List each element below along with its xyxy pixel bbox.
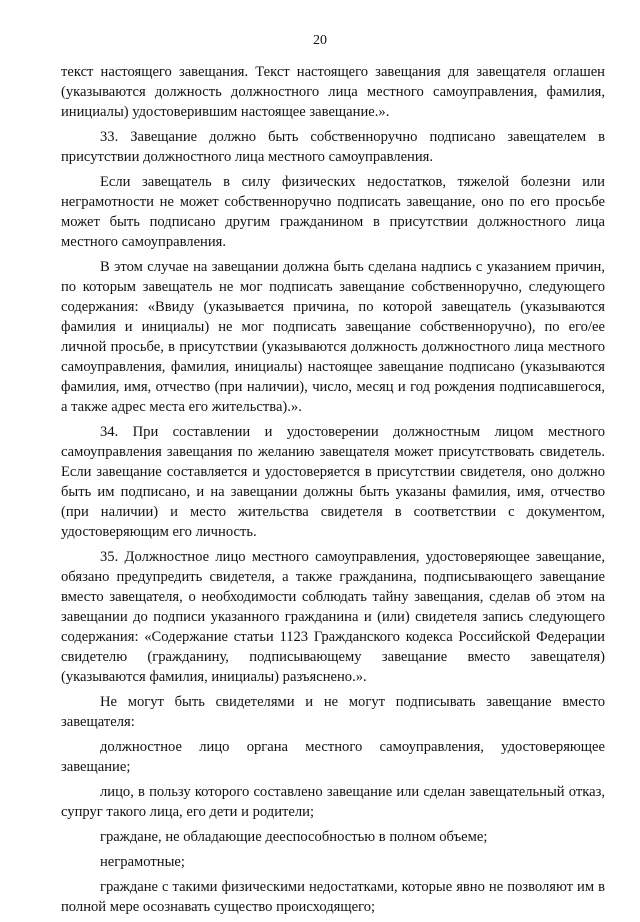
document-body: [61, 62, 605, 922]
paragraph-item-34: 34. При составлении и удостоверении должностным лицом местного самоуправления завещания по желанию завещателя может присутствовать свидетель. Если завещание составляется и удостоверяется в присутствии свидетеля, оно должно быть им подписано, и на завещании должны быть указаны фамилия, имя, отчество (при наличии) и место жительства свидетеля в соответствии с документом, удостоверяющим его личность.: [61, 424, 605, 540]
paragraph-inscription-text: В этом случае на завещании должна быть сделана надпись с указанием причин, по которым завещатель не мог подписать завещание собственноручно, следующего содержания: «Ввиду (указывается причина, по которой завещатель (указываются фамилия и инициалы) не мог подписать завещание собственноручно), по его/ее личной просьбе, в присутствии (указываются должность должностного лица местного самоуправления, фамилия, инициалы) настоящее завещание подписано (указываются фамилия, имя, отчество (при наличии), число, месяц и год рождения подписавшегося, а также адрес места его жительства).».: [61, 259, 605, 415]
paragraph-item-33: 33. Завещание должно быть собственноручно подписано завещателем в присутствии должностного лица местного самоуправления.: [61, 129, 605, 165]
paragraph-witness-restrictions: Не могут быть свидетелями и не могут подписывать завещание вместо завещателя:: [61, 694, 605, 730]
paragraph-item-35: 35. Должностное лицо местного самоуправления, удостоверяющее завещание, обязано предупредить свидетеля, а также гражданина, подписывающего завещание вместо завещателя, о необходимости соблюдать тайну завещания, сделав об этом на завещании до подписи указанного гражданина и (или) свидетеля запись следующего содержания: «Содержание статьи 1123 Гражданского кодекса Российской Федерации свидетелю (гражданину, подписывающему завещание вместо завещателя) (указываются фамилия, инициалы) разъяснено.».: [61, 549, 605, 685]
list-item: граждане, не обладающие дееспособностью в полном объеме;: [100, 829, 488, 845]
page-number: 20: [313, 33, 327, 48]
list-item: лицо, в пользу которого составлено завещание или сделан завещательный отказ, супруг такого лица, его дети и родители;: [61, 784, 605, 820]
paragraph-signature-by-other: Если завещатель в силу физических недостатков, тяжелой болезни или неграмотности не может собственноручно подписать завещание, оно по его просьбе может быть подписано другим гражданином в присутствии должностного лица местного самоуправления.: [61, 174, 605, 250]
list-item: неграмотные;: [100, 854, 185, 870]
list-item: должностное лицо органа местного самоуправления, удостоверяющее завещание;: [61, 739, 605, 775]
list-item: граждане с такими физическими недостатками, которые явно не позволяют им в полной мере осознавать существо происходящего;: [61, 879, 605, 915]
paragraph-continuation: текст настоящего завещания. Текст настоящего завещания для завещателя оглашен (указываются должность должностного лица местного самоуправления, фамилия, инициалы) удостоверившим настоящее завещание.».: [61, 64, 605, 120]
